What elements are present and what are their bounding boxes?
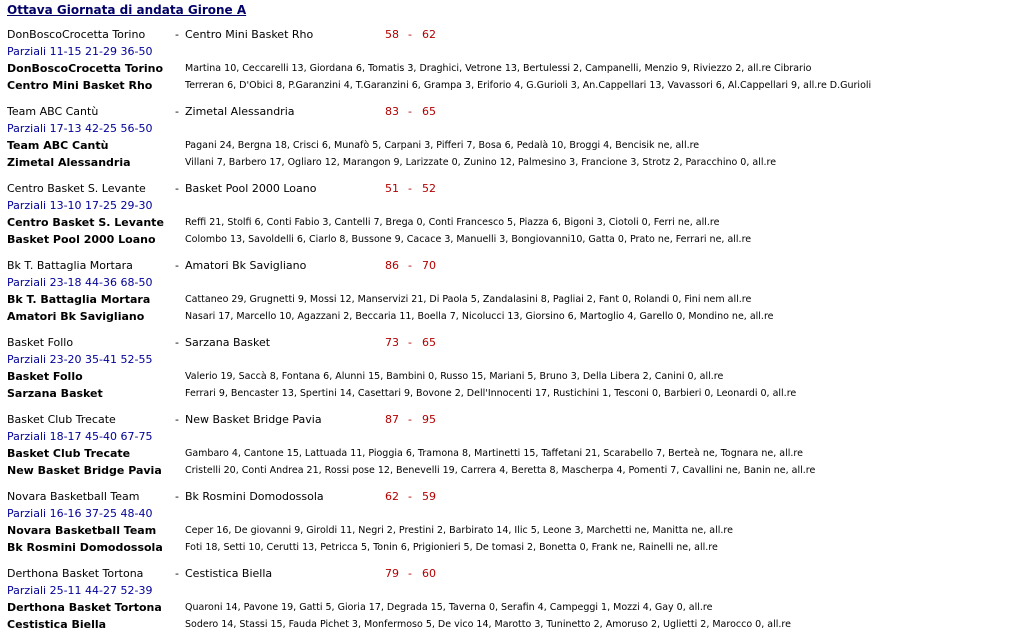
game-block xyxy=(0,462,1014,554)
game-block xyxy=(0,539,1014,631)
home-players: Quaroni 14, Pavone 19, Gatti 5, Gioria 17, Degrada 15, Taverna 0, Serafin 4, Campeggi 1, Mozzi 4, Gay 0, all.re xyxy=(185,602,713,613)
score-separator: - xyxy=(408,28,412,41)
away-team-label: New Basket Bridge Pavia xyxy=(7,464,162,477)
partial-scores: Parziali 13-10 17-25 29-30 xyxy=(7,199,153,212)
home-team-label: Novara Basketball Team xyxy=(7,524,157,537)
away-score: 95 xyxy=(422,413,436,426)
partial-scores: Parziali 18-17 45-40 67-75 xyxy=(7,430,153,443)
away-score: 59 xyxy=(422,490,436,503)
away-team-name: Cestistica Biella xyxy=(185,567,273,580)
away-team-name: Sarzana Basket xyxy=(185,336,271,349)
home-players: Gambaro 4, Cantone 15, Lattuada 11, Pioggia 6, Tramona 8, Martinetti 15, Taffetani 21, Scarabello 7, Berteà ne, Tognara ne, all.re xyxy=(185,448,803,459)
home-team-name: Basket Club Trecate xyxy=(7,413,116,426)
score-separator: - xyxy=(408,105,412,118)
game-block xyxy=(0,154,1014,246)
away-team-name: Bk Rosmini Domodossola xyxy=(185,490,324,503)
home-players: Ceper 16, De giovanni 9, Giroldi 11, Negri 2, Prestini 2, Barbirato 14, Ilic 5, Leone 3, Marchetti ne, Manitta ne, all.re xyxy=(185,525,733,536)
home-team-label: DonBoscoCrocetta Torino xyxy=(7,62,164,75)
game-block xyxy=(0,77,1014,169)
home-team-name: Centro Basket S. Levante xyxy=(7,182,146,195)
page-title: Ottava Giornata di andata Girone A xyxy=(7,3,247,17)
away-players: Terreran 6, D'Obici 8, P.Garanzini 4, T.Garanzini 6, Grampa 3, Eriforio 4, G.Gurioli 3, An.Cappellari 13, Vavassori 6, Al.Cappellari 9, all.re D.Gurioli xyxy=(185,80,872,91)
home-team-name: Team ABC Cantù xyxy=(7,105,99,118)
away-team-name: New Basket Bridge Pavia xyxy=(185,413,322,426)
score-separator: - xyxy=(408,336,412,349)
game-block xyxy=(0,385,1014,477)
away-players: Sodero 14, Stassi 15, Fauda Pichet 3, Monfermoso 5, De vico 14, Marotto 3, Tuninetto 2, Amoruso 2, Uglietti 2, Marocco 0, all.re xyxy=(185,619,791,630)
partial-scores: Parziali 23-18 44-36 68-50 xyxy=(7,276,153,289)
away-players: Foti 18, Setti 10, Cerutti 13, Petricca 5, Tonin 6, Prigionieri 5, De tomasi 2, Bonetta 0, Frank ne, Rainelli ne, all.re xyxy=(185,542,718,553)
game-block xyxy=(0,231,1014,323)
away-team-label: Zimetal Alessandria xyxy=(7,156,131,169)
away-team-label: Cestistica Biella xyxy=(7,618,107,631)
home-score: 51 xyxy=(385,182,399,195)
away-team-label: Centro Mini Basket Rho xyxy=(7,79,153,92)
game-block xyxy=(0,0,1014,92)
away-score: 65 xyxy=(422,336,436,349)
away-team-label: Amatori Bk Savigliano xyxy=(7,310,145,323)
home-score: 58 xyxy=(385,28,399,41)
away-players: Colombo 13, Savoldelli 6, Ciarlo 8, Bussone 9, Cacace 3, Manuelli 3, Bongiovanni10, Gatta 0, Prato ne, Ferrari ne, all.re xyxy=(185,234,752,245)
home-score: 86 xyxy=(385,259,399,272)
score-separator: - xyxy=(408,567,412,580)
away-players: Ferrari 9, Bencaster 13, Spertini 14, Casettari 9, Bovone 2, Dell'Innocenti 17, Rustichini 1, Tesconi 0, Barbieri 0, Leonardi 0, all.re xyxy=(185,388,797,399)
home-team-label: Basket Follo xyxy=(7,370,83,383)
game-block xyxy=(0,308,1014,400)
teams-separator: - xyxy=(175,567,179,580)
teams-separator: - xyxy=(175,28,179,41)
away-score: 52 xyxy=(422,182,436,195)
away-players: Cristelli 20, Conti Andrea 21, Rossi pose 12, Benevelli 19, Carrera 4, Beretta 8, Mascherpa 4, Pomenti 7, Cavallini ne, Banin ne, all.re xyxy=(185,465,816,476)
teams-separator: - xyxy=(175,105,179,118)
partial-scores: Parziali 11-15 21-29 36-50 xyxy=(7,45,153,58)
away-team-label: Bk Rosmini Domodossola xyxy=(7,541,163,554)
away-team-name: Zimetal Alessandria xyxy=(185,105,295,118)
score-separator: - xyxy=(408,182,412,195)
home-score: 87 xyxy=(385,413,399,426)
home-team-label: Basket Club Trecate xyxy=(7,447,131,460)
home-team-name: Bk T. Battaglia Mortara xyxy=(7,259,133,272)
partial-scores: Parziali 25-11 44-27 52-39 xyxy=(7,584,153,597)
teams-separator: - xyxy=(175,336,179,349)
home-players: Pagani 24, Bergna 18, Crisci 6, Munafò 5, Carpani 3, Pifferi 7, Bosa 6, Pedalà 10, Broggi 4, Bencisik ne, all.re xyxy=(185,140,700,151)
away-score: 70 xyxy=(422,259,436,272)
score-separator: - xyxy=(408,413,412,426)
home-players: Martina 10, Ceccarelli 13, Giordana 6, Tomatis 3, Draghici, Vetrone 13, Bertulessi 2, Campanelli, Menzio 9, Riviezzo 2, all.re Cibrario xyxy=(185,63,812,74)
teams-separator: - xyxy=(175,413,179,426)
home-score: 83 xyxy=(385,105,399,118)
partial-scores: Parziali 23-20 35-41 52-55 xyxy=(7,353,153,366)
home-team-label: Team ABC Cantù xyxy=(7,139,109,152)
home-team-name: DonBoscoCrocetta Torino xyxy=(7,28,146,41)
score-separator: - xyxy=(408,259,412,272)
away-score: 62 xyxy=(422,28,436,41)
away-players: Villani 7, Barbero 17, Ogliaro 12, Marangon 9, Larizzate 0, Zunino 12, Palmesino 3, Francione 3, Strotz 2, Paracchino 0, all.re xyxy=(185,157,777,168)
away-team-label: Sarzana Basket xyxy=(7,387,103,400)
home-players: Cattaneo 29, Grugnetti 9, Mossi 12, Manservizi 21, Di Paola 5, Zandalasini 8, Pagliai 2, Fant 0, Rolandi 0, Fini nem all.re xyxy=(185,294,752,305)
partial-scores: Parziali 17-13 42-25 56-50 xyxy=(7,122,153,135)
home-team-label: Centro Basket S. Levante xyxy=(7,216,164,229)
home-players: Reffi 21, Stolfi 6, Conti Fabio 3, Cantelli 7, Brega 0, Conti Francesco 5, Piazza 6, Bigoni 3, Ciotoli 0, Ferri ne, all.re xyxy=(185,217,720,228)
home-score: 73 xyxy=(385,336,399,349)
home-players: Valerio 19, Saccà 8, Fontana 6, Alunni 15, Bambini 0, Russo 15, Mariani 5, Bruno 3, Della Libera 2, Canini 0, all.re xyxy=(185,371,724,382)
teams-separator: - xyxy=(175,182,179,195)
away-score: 65 xyxy=(422,105,436,118)
home-team-name: Novara Basketball Team xyxy=(7,490,140,503)
home-team-label: Derthona Basket Tortona xyxy=(7,601,162,614)
away-team-name: Amatori Bk Savigliano xyxy=(185,259,307,272)
home-team-name: Basket Follo xyxy=(7,336,74,349)
away-players: Nasari 17, Marcello 10, Agazzani 2, Beccaria 11, Boella 7, Nicolucci 13, Giorsino 6, Martoglio 4, Garello 0, Mondino ne, all.re xyxy=(185,311,774,322)
away-team-label: Basket Pool 2000 Loano xyxy=(7,233,156,246)
score-separator: - xyxy=(408,490,412,503)
teams-separator: - xyxy=(175,259,179,272)
partial-scores: Parziali 16-16 37-25 48-40 xyxy=(7,507,153,520)
away-team-name: Basket Pool 2000 Loano xyxy=(185,182,317,195)
home-team-name: Derthona Basket Tortona xyxy=(7,567,144,580)
home-score: 79 xyxy=(385,567,399,580)
home-team-label: Bk T. Battaglia Mortara xyxy=(7,293,151,306)
teams-separator: - xyxy=(175,490,179,503)
away-score: 60 xyxy=(422,567,436,580)
home-score: 62 xyxy=(385,490,399,503)
away-team-name: Centro Mini Basket Rho xyxy=(185,28,314,41)
